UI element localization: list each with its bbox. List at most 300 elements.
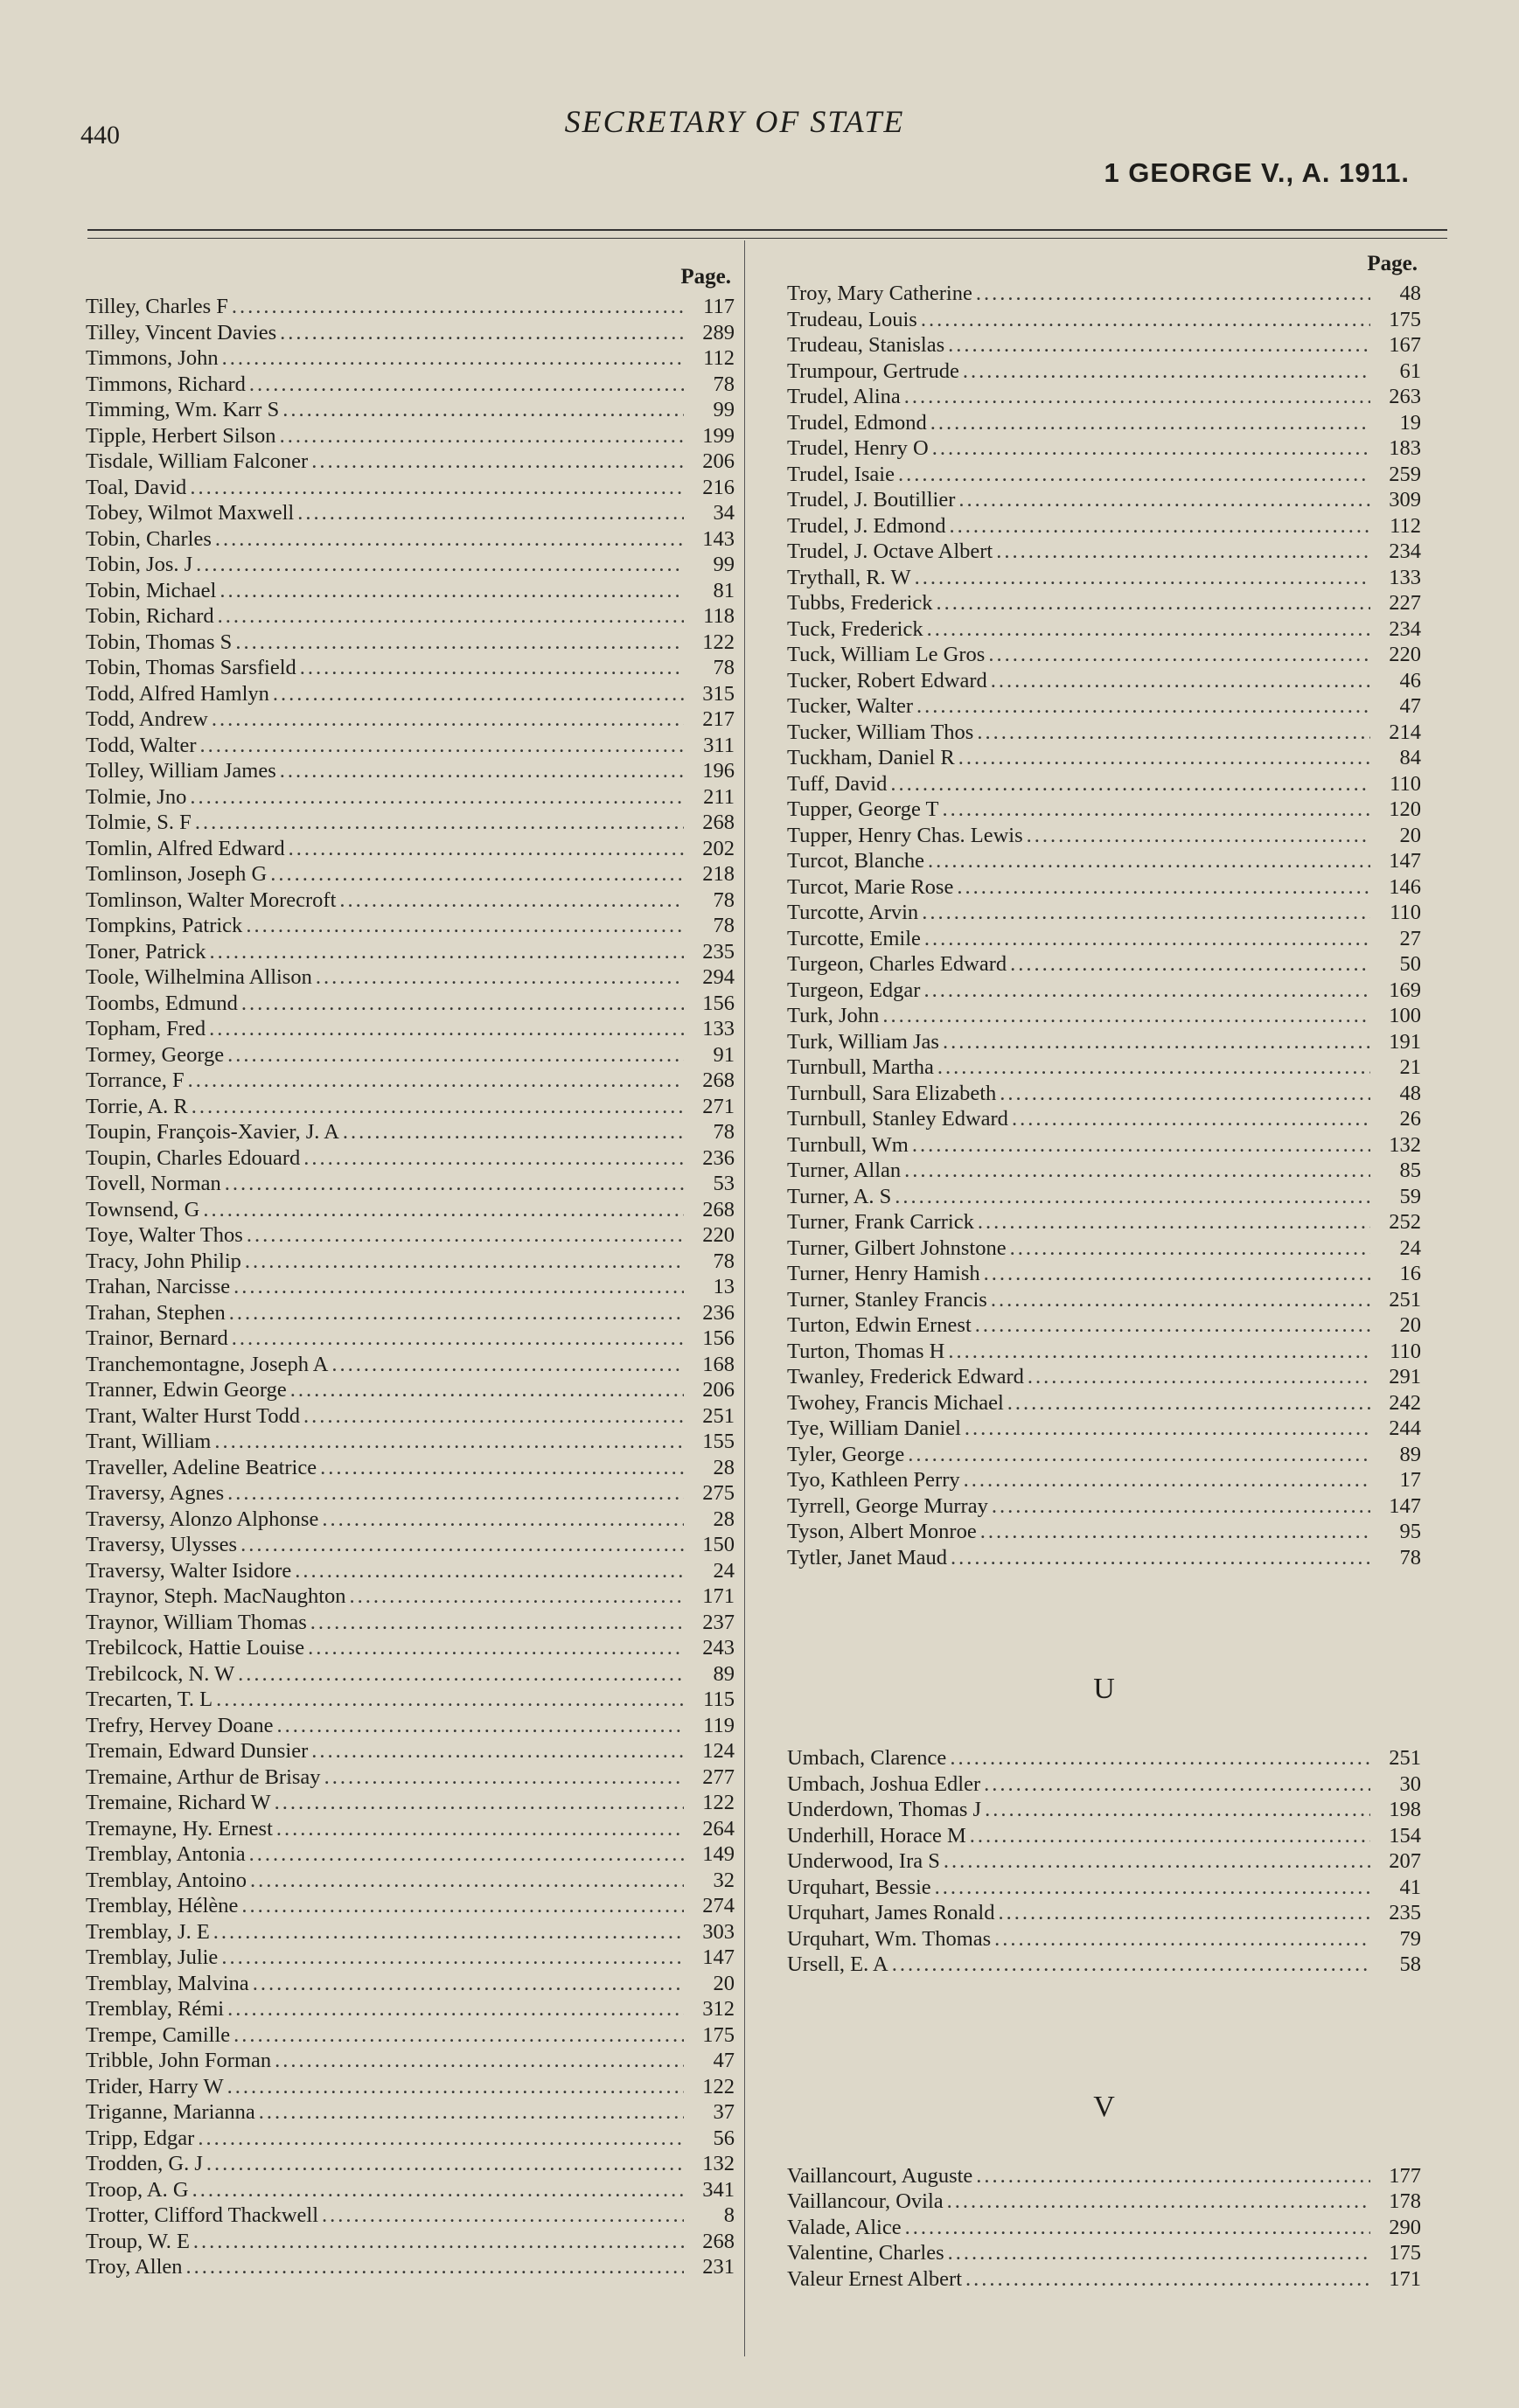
dot-leader xyxy=(280,758,684,784)
entry-page: 177 xyxy=(1389,2163,1421,2188)
dot-leader xyxy=(276,1816,684,1842)
entry-page: 259 xyxy=(1389,462,1421,486)
index-entry xyxy=(787,1390,1421,1416)
dot-leader xyxy=(951,1545,1370,1571)
index-entry xyxy=(86,861,735,887)
index-entry xyxy=(86,1790,735,1816)
entry-name: Turcotte, Emile xyxy=(787,926,921,950)
entry-page: 315 xyxy=(702,681,735,706)
index-entry xyxy=(86,706,735,733)
entry-page: 218 xyxy=(702,862,735,886)
dot-leader xyxy=(958,487,1370,513)
entry-page: 271 xyxy=(702,1094,735,1118)
dot-leader xyxy=(235,630,684,656)
index-entry xyxy=(86,320,735,346)
index-entry xyxy=(787,1519,1421,1545)
dot-leader xyxy=(316,964,684,991)
entry-page: 198 xyxy=(1389,1798,1421,1821)
index-entry xyxy=(86,2048,735,2074)
entry-page: 268 xyxy=(702,811,735,834)
index-entry xyxy=(86,449,735,475)
entry-page: 236 xyxy=(702,1145,735,1170)
entry-page: 24 xyxy=(1399,1235,1421,1260)
entry-page: 132 xyxy=(702,2152,735,2175)
entry-name: Tilley, Charles F xyxy=(86,295,228,318)
index-entry xyxy=(86,939,735,965)
dot-leader xyxy=(222,345,684,372)
dot-leader xyxy=(311,1738,684,1764)
index-entry xyxy=(86,1713,735,1739)
dot-leader xyxy=(188,1068,684,1094)
entry-page: 175 xyxy=(702,2022,735,2047)
entry-name: Turner, Stanley Francis xyxy=(787,1287,987,1312)
dot-leader xyxy=(227,1480,684,1507)
index-entry xyxy=(787,848,1421,874)
index-entry xyxy=(787,1442,1421,1468)
entry-name: Troop, A. G xyxy=(86,2177,189,2202)
dot-leader xyxy=(212,706,684,733)
entry-page: 53 xyxy=(713,1172,735,1195)
index-entry xyxy=(787,951,1421,978)
dot-leader xyxy=(991,1287,1370,1313)
dot-leader xyxy=(1012,1106,1370,1132)
index-entry xyxy=(86,372,735,398)
entry-name: Tremblay, J. E xyxy=(86,1919,210,1944)
index-entry xyxy=(787,1312,1421,1339)
entry-page: 227 xyxy=(1389,591,1421,615)
entry-page: 48 xyxy=(1399,282,1421,305)
entry-page: 206 xyxy=(702,1378,735,1402)
entry-name: Umbach, Joshua Edler xyxy=(787,1771,981,1796)
entry-name: Tompkins, Patrick xyxy=(86,914,243,937)
entry-name: Tyson, Albert Monroe xyxy=(787,1520,977,1543)
entry-page: 27 xyxy=(1399,926,1421,950)
index-entry xyxy=(787,590,1421,616)
entry-page: 91 xyxy=(713,1042,735,1067)
dot-leader xyxy=(233,1274,684,1300)
dot-leader xyxy=(295,1558,684,1584)
entry-page: 199 xyxy=(702,423,735,448)
entry-name: Traynor, William Thomas xyxy=(86,1610,307,1634)
dot-leader xyxy=(303,1403,684,1430)
index-entry xyxy=(86,1326,735,1352)
dot-leader xyxy=(232,1326,684,1352)
dot-leader xyxy=(193,2229,684,2255)
dot-leader xyxy=(988,642,1370,668)
index-entry xyxy=(86,2203,735,2229)
dot-leader xyxy=(209,939,684,965)
entry-name: Trant, William xyxy=(86,1430,212,1453)
entry-name: Tremain, Edward Dunsier xyxy=(86,1739,309,1763)
entry-page: 146 xyxy=(1389,874,1421,899)
entry-page: 244 xyxy=(1389,1416,1421,1440)
index-entry xyxy=(86,1583,735,1610)
index-entry xyxy=(86,1893,735,1919)
dot-leader xyxy=(322,2203,684,2229)
entry-page: 32 xyxy=(713,1868,735,1892)
entry-page: 110 xyxy=(1390,771,1421,796)
dot-leader xyxy=(984,1261,1370,1287)
entry-page: 28 xyxy=(713,1455,735,1479)
entry-page: 20 xyxy=(1399,1313,1421,1337)
index-entry xyxy=(86,1300,735,1326)
entry-name: Torrie, A. R xyxy=(86,1094,188,1118)
entry-name: Tuckham, Daniel R xyxy=(787,746,955,769)
entry-name: Tribble, John Forman xyxy=(86,2049,272,2072)
dot-leader xyxy=(277,1713,684,1739)
index-entry xyxy=(86,1558,735,1584)
dot-leader xyxy=(935,1875,1370,1901)
entry-name: Turk, John xyxy=(787,1004,880,1027)
entry-name: Toupin, François-Xavier, J. A xyxy=(86,1120,339,1144)
entry-name: Urquhart, James Ronald xyxy=(787,1901,995,1924)
dot-leader xyxy=(190,475,684,501)
entry-name: Turnbull, Martha xyxy=(787,1055,934,1079)
dot-leader xyxy=(275,2048,684,2074)
dot-leader xyxy=(963,358,1370,385)
dot-leader xyxy=(1028,1364,1370,1390)
index-entry xyxy=(86,991,735,1017)
entry-page: 220 xyxy=(1389,643,1421,666)
entry-name: Trudeau, Stanislas xyxy=(787,333,945,357)
entry-name: Tyler, George xyxy=(787,1442,905,1466)
index-entry xyxy=(86,733,735,759)
entry-name: Tucker, Walter xyxy=(787,694,914,718)
entry-name: Tolmie, S. F xyxy=(86,811,192,834)
entry-name: Trodden, G. J xyxy=(86,2152,203,2175)
entry-page: 133 xyxy=(702,1017,735,1040)
entry-page: 275 xyxy=(702,1481,735,1505)
entry-name: Tyo, Kathleen Perry xyxy=(787,1468,960,1492)
dot-leader xyxy=(937,590,1370,616)
entry-page: 13 xyxy=(713,1275,735,1298)
entry-page: 78 xyxy=(713,887,735,912)
index-entry xyxy=(787,1132,1421,1159)
index-entry xyxy=(787,1467,1421,1493)
entry-page: 110 xyxy=(1390,901,1421,924)
entry-name: Turton, Thomas H xyxy=(787,1339,945,1363)
index-entry xyxy=(787,1364,1421,1390)
entry-page: 294 xyxy=(702,965,735,989)
entry-page: 124 xyxy=(702,1739,735,1763)
entry-name: Tyrrell, George Murray xyxy=(787,1493,988,1518)
dot-leader xyxy=(904,384,1370,410)
entry-name: Tranner, Edwin George xyxy=(86,1378,287,1402)
entry-page: 24 xyxy=(713,1558,735,1583)
entry-name: Triganne, Marianna xyxy=(86,2100,255,2124)
entry-name: Toupin, Charles Edouard xyxy=(86,1145,301,1170)
entry-page: 122 xyxy=(702,630,735,654)
entry-page: 168 xyxy=(702,1352,735,1376)
entry-page: 19 xyxy=(1399,410,1421,435)
entry-page: 242 xyxy=(1389,1390,1421,1415)
dot-leader xyxy=(225,1171,684,1197)
index-entry xyxy=(787,1875,1421,1901)
entry-name: Tye, William Daniel xyxy=(787,1416,961,1440)
entry-page: 277 xyxy=(702,1764,735,1789)
session-label: 1 GEORGE V., A. 1911. xyxy=(1104,157,1410,188)
dot-leader xyxy=(984,1771,1370,1798)
index-entry xyxy=(787,926,1421,952)
index-entry xyxy=(86,1016,735,1042)
index-entry xyxy=(86,1687,735,1713)
entry-page: 110 xyxy=(1390,1339,1421,1363)
index-entry xyxy=(86,2126,735,2152)
entry-name: Trudel, J. Octave Albert xyxy=(787,539,993,563)
section-letter-u: U xyxy=(1093,1673,1115,1705)
dot-leader xyxy=(259,2099,684,2126)
entry-page: 207 xyxy=(1389,1849,1421,1873)
index-entry xyxy=(787,1054,1421,1081)
dot-leader xyxy=(219,578,684,604)
entry-name: Turner, Gilbert Johnstone xyxy=(787,1235,1007,1260)
index-entry xyxy=(86,1480,735,1507)
entry-name: Trahan, Narcisse xyxy=(86,1275,231,1298)
index-entry xyxy=(86,294,735,320)
entry-name: Underwood, Ira S xyxy=(787,1849,940,1873)
index-entry xyxy=(787,1771,1421,1798)
entry-name: Turcot, Marie Rose xyxy=(787,874,954,899)
index-entry xyxy=(787,720,1421,746)
index-entry xyxy=(86,1249,735,1275)
entry-name: Traversy, Agnes xyxy=(86,1481,225,1505)
dot-leader xyxy=(957,874,1370,901)
dot-leader xyxy=(273,681,684,707)
entry-page: 234 xyxy=(1389,539,1421,563)
entry-name: Tremayne, Hy. Ernest xyxy=(86,1816,273,1841)
entry-page: 84 xyxy=(1399,746,1421,769)
entry-page: 251 xyxy=(702,1403,735,1428)
dot-leader xyxy=(948,1339,1370,1365)
index-entry xyxy=(787,513,1421,539)
index-entry xyxy=(787,797,1421,823)
dot-leader xyxy=(943,1029,1370,1055)
left-column xyxy=(86,261,735,2280)
entry-name: Tucker, Robert Edward xyxy=(787,668,987,692)
entry-page: 78 xyxy=(713,1249,735,1273)
entry-name: Tobey, Wilmot Maxwell xyxy=(86,501,295,525)
entry-page: 48 xyxy=(1399,1081,1421,1105)
dot-leader xyxy=(343,1119,684,1145)
dot-leader xyxy=(196,552,684,578)
dot-leader xyxy=(275,1790,684,1816)
entry-name: Umbach, Clarence xyxy=(787,1746,947,1770)
entry-name: Turton, Edwin Ernest xyxy=(787,1313,972,1337)
entry-page: 231 xyxy=(702,2255,735,2279)
entry-name: Turcot, Blanche xyxy=(787,849,924,873)
entry-page: 289 xyxy=(702,320,735,344)
entry-name: Trudel, J. Boutillier xyxy=(787,488,956,512)
entry-name: Tremblay, Antonia xyxy=(86,1842,246,1866)
entry-page: 341 xyxy=(702,2177,735,2202)
dot-leader xyxy=(203,1197,684,1223)
dot-leader xyxy=(300,655,684,681)
dot-leader xyxy=(994,1926,1370,1952)
entry-name: Trahan, Stephen xyxy=(86,1300,226,1325)
entry-name: Tolley, William James xyxy=(86,759,276,783)
entry-page: 21 xyxy=(1399,1055,1421,1079)
entry-page: 217 xyxy=(702,707,735,731)
entry-page: 79 xyxy=(1399,1926,1421,1951)
index-entry xyxy=(787,1745,1421,1771)
entry-page: 196 xyxy=(702,759,735,783)
index-entry xyxy=(86,552,735,578)
index-entry xyxy=(86,913,735,939)
entry-page: 235 xyxy=(702,939,735,964)
entry-name: Trythall, R. W xyxy=(787,565,911,589)
index-entry xyxy=(86,1068,735,1094)
index-entry xyxy=(86,784,735,811)
index-entry xyxy=(86,1377,735,1403)
index-list xyxy=(787,2163,1421,2293)
entry-page: 183 xyxy=(1389,436,1421,460)
dot-leader xyxy=(247,1222,684,1249)
dot-leader xyxy=(916,693,1370,720)
entry-page: 216 xyxy=(702,475,735,499)
entry-name: Tomlinson, Walter Morecroft xyxy=(86,887,337,912)
index-list xyxy=(86,294,735,2280)
index-entry xyxy=(86,2099,735,2126)
dot-leader xyxy=(964,1467,1370,1493)
index-entry xyxy=(787,384,1421,410)
index-entry xyxy=(787,668,1421,694)
section-letter-v: V xyxy=(1093,2090,1115,2123)
entry-name: Toner, Patrick xyxy=(86,939,206,964)
dot-leader xyxy=(198,2126,684,2152)
index-entry xyxy=(86,1222,735,1249)
dot-leader xyxy=(214,1429,684,1455)
index-entry xyxy=(787,1900,1421,1926)
index-entry xyxy=(787,358,1421,385)
index-entry xyxy=(86,655,735,681)
entry-page: 243 xyxy=(702,1636,735,1660)
dot-leader xyxy=(1000,1081,1370,1107)
index-entry xyxy=(787,745,1421,771)
entry-name: Trotter, Clifford Thackwell xyxy=(86,2203,318,2227)
index-entry xyxy=(86,1145,735,1172)
entry-page: 211 xyxy=(703,784,735,809)
dot-leader xyxy=(253,1971,684,1997)
index-entry xyxy=(86,603,735,630)
index-entry xyxy=(86,2022,735,2049)
entry-page: 268 xyxy=(702,2229,735,2253)
entry-name: Troup, W. E xyxy=(86,2229,190,2253)
dot-leader xyxy=(923,978,1370,1004)
entry-name: Turcotte, Arvin xyxy=(787,901,919,924)
entry-name: Traversy, Walter Isidore xyxy=(86,1558,292,1583)
page-number: 440 xyxy=(80,121,120,150)
entry-name: Toole, Wilhelmina Allison xyxy=(86,965,312,989)
dot-leader xyxy=(950,1745,1370,1771)
dot-leader xyxy=(992,1493,1370,1520)
entry-page: 178 xyxy=(1389,2189,1421,2213)
entry-name: Trumpour, Gertrude xyxy=(787,358,959,383)
entry-page: 171 xyxy=(702,1584,735,1608)
entry-name: Valeur Ernest Albert xyxy=(787,2266,963,2291)
dot-leader xyxy=(890,771,1370,797)
entry-page: 122 xyxy=(702,1791,735,1814)
entry-name: Tilley, Vincent Davies xyxy=(86,320,277,344)
index-entry xyxy=(86,1738,735,1764)
dot-leader xyxy=(905,2215,1370,2241)
entry-name: Toombs, Edmund xyxy=(86,991,238,1015)
entry-name: Traversy, Alonzo Alphonse xyxy=(86,1507,319,1531)
index-entry xyxy=(787,823,1421,849)
dot-leader xyxy=(331,1352,684,1378)
entry-page: 147 xyxy=(1389,1493,1421,1518)
index-entry xyxy=(787,1081,1421,1107)
index-entry xyxy=(787,1848,1421,1875)
dot-leader xyxy=(922,900,1370,926)
entry-page: 115 xyxy=(703,1688,735,1711)
entry-page: 56 xyxy=(713,2126,735,2150)
index-entry xyxy=(86,887,735,914)
entry-page: 132 xyxy=(1389,1132,1421,1157)
entry-page: 78 xyxy=(713,372,735,396)
entry-name: Tremaine, Arthur de Brisay xyxy=(86,1764,321,1789)
index-list xyxy=(787,1745,1421,1978)
dot-leader xyxy=(985,1797,1370,1823)
dot-leader xyxy=(297,500,684,526)
entry-page: 89 xyxy=(713,1661,735,1686)
index-entry xyxy=(787,1003,1421,1029)
entry-page: 16 xyxy=(1399,1262,1421,1285)
entry-page: 120 xyxy=(1389,797,1421,821)
dot-leader xyxy=(240,1532,684,1558)
entry-name: Urquhart, Wm. Thomas xyxy=(787,1926,992,1951)
index-entry xyxy=(787,1493,1421,1520)
entry-name: Toal, David xyxy=(86,475,187,499)
index-entry xyxy=(86,500,735,526)
index-entry xyxy=(787,2266,1421,2293)
entry-page: 191 xyxy=(1389,1029,1421,1054)
entry-page: 251 xyxy=(1389,1746,1421,1770)
dot-leader xyxy=(250,1868,684,1894)
entry-page: 133 xyxy=(1389,565,1421,589)
entry-name: Trudel, Isaie xyxy=(787,462,895,486)
dot-leader xyxy=(930,410,1370,436)
entry-name: Townsend, G xyxy=(86,1197,200,1221)
index-entry xyxy=(86,1945,735,1971)
dot-leader xyxy=(246,913,684,939)
entry-name: Turgeon, Edgar xyxy=(787,978,921,1002)
entry-page: 119 xyxy=(703,1713,735,1737)
dot-leader xyxy=(249,1841,684,1868)
entry-page: 112 xyxy=(703,346,735,370)
index-entry xyxy=(86,1635,735,1661)
index-entry xyxy=(86,1094,735,1120)
index-entry xyxy=(787,1158,1421,1184)
dot-leader xyxy=(270,861,684,887)
index-entry xyxy=(787,642,1421,668)
entry-page: 156 xyxy=(702,1326,735,1350)
entry-name: Tucker, William Thos xyxy=(787,720,974,744)
entry-name: Tuff, David xyxy=(787,771,888,796)
dot-leader xyxy=(921,307,1370,333)
dot-leader xyxy=(227,2074,684,2100)
entry-page: 251 xyxy=(1389,1287,1421,1312)
index-entry xyxy=(86,1507,735,1533)
index-entry xyxy=(787,771,1421,797)
index-entry xyxy=(86,630,735,656)
entry-page: 147 xyxy=(1389,849,1421,873)
entry-name: Traynor, Steph. MacNaughton xyxy=(86,1584,346,1608)
dot-leader xyxy=(944,1848,1370,1875)
index-entry xyxy=(86,964,735,991)
entry-name: Tuck, William Le Gros xyxy=(787,643,986,666)
entry-name: Trebilcock, N. W xyxy=(86,1661,235,1686)
index-entry xyxy=(787,2240,1421,2266)
